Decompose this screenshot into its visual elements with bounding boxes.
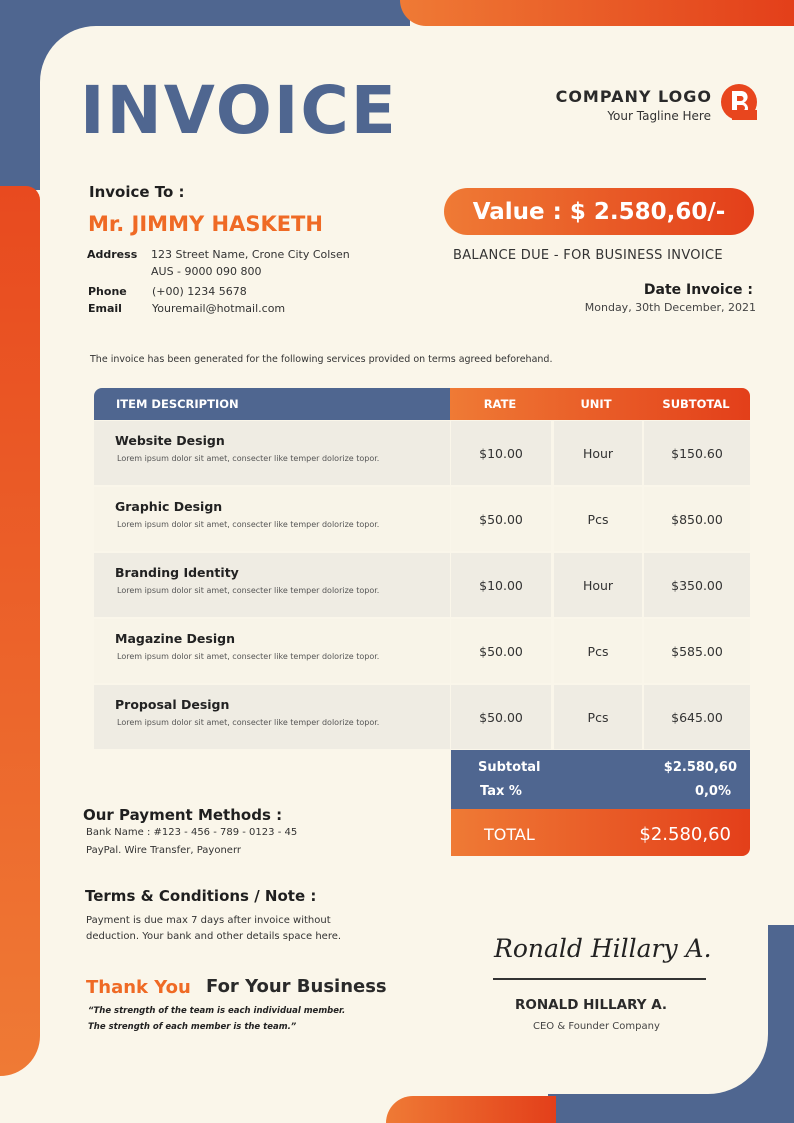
item-rate: $50.00 <box>451 685 551 749</box>
totals-box <box>451 750 750 809</box>
col-head-unit-label: UNIT <box>580 397 612 411</box>
col-head-rate <box>450 388 550 420</box>
quote-line-2: The strength of each member is the team.” <box>88 1022 297 1032</box>
date-invoice-label: Date Invoice : <box>643 282 753 298</box>
subtotal-label: Subtotal <box>478 760 541 775</box>
payment-heading: Our Payment Methods : <box>83 806 283 824</box>
item-desc: Lorem ipsum dolor sit amet, consecter like temper dolorize topor. <box>117 586 380 595</box>
terms-line-2: deduction. Your bank and other details space here. <box>86 931 342 942</box>
value-badge: Value : $ 2.580,60/- <box>444 188 754 235</box>
left-orange-bar <box>0 186 40 1076</box>
table-row <box>94 421 750 485</box>
item-subtotal: $150.60 <box>644 421 750 485</box>
thank-you-text: Thank You <box>86 977 191 998</box>
item-rate: $50.00 <box>451 487 551 551</box>
terms-heading: Terms & Conditions / Note : <box>85 887 317 905</box>
address-line-1: 123 Street Name, Crone City Colsen <box>151 248 350 261</box>
phone-label: Phone <box>88 285 127 298</box>
signature-line <box>493 978 706 980</box>
table-row <box>94 619 750 683</box>
terms-line-1: Payment is due max 7 days after invoice without <box>86 915 331 926</box>
item-rate: $10.00 <box>451 421 551 485</box>
quote-line-1: “The strength of the team is each individual member. <box>88 1006 346 1016</box>
invoice-to-heading: Invoice To : <box>89 183 185 201</box>
subtotal-value: $2.580,60 <box>663 760 737 775</box>
table-row <box>94 487 750 551</box>
col-head-subtotal-label: SUBTOTAL <box>662 397 730 411</box>
company-logo-text: COMPANY LOGO <box>555 87 712 106</box>
item-desc: Lorem ipsum dolor sit amet, consecter like temper dolorize topor. <box>117 454 380 463</box>
total-value: $2.580,60 <box>639 824 731 845</box>
col-head-rate-label: RATE <box>483 397 517 411</box>
item-rate: $50.00 <box>451 619 551 683</box>
item-description-cell <box>94 553 450 617</box>
item-name: Proposal Design <box>115 697 230 712</box>
intro-text: The invoice has been generated for the following services provided on terms agreed beforehand. <box>90 354 553 365</box>
item-rate: $10.00 <box>451 553 551 617</box>
item-desc: Lorem ipsum dolor sit amet, consecter like temper dolorize topor. <box>117 520 380 529</box>
signer-role: CEO & Founder Company <box>533 1021 660 1032</box>
item-desc: Lorem ipsum dolor sit amet, consecter like temper dolorize topor. <box>117 718 380 727</box>
item-desc: Lorem ipsum dolor sit amet, consecter like temper dolorize topor. <box>117 652 380 661</box>
signature-script: Ronald Hillary A. <box>494 934 712 963</box>
item-unit: Hour <box>554 553 642 617</box>
col-head-item <box>94 388 450 420</box>
address-line-2: AUS - 9000 090 800 <box>151 265 262 278</box>
item-name: Graphic Design <box>115 499 223 514</box>
table-row <box>94 685 750 749</box>
payment-bank: Bank Name : #123 - 456 - 789 - 0123 - 45 <box>86 827 298 838</box>
item-name: Magazine Design <box>115 631 235 646</box>
item-name: Website Design <box>115 433 225 448</box>
col-head-item-label: ITEM DESCRIPTION <box>116 397 239 411</box>
item-subtotal: $645.00 <box>644 685 750 749</box>
item-unit: Pcs <box>554 619 642 683</box>
tax-value: 0,0% <box>694 784 731 799</box>
col-head-subtotal <box>642 388 750 420</box>
email-value: Youremail@hotmail.com <box>152 302 286 315</box>
item-description-cell <box>94 487 450 551</box>
item-subtotal: $850.00 <box>644 487 750 551</box>
item-name: Branding Identity <box>115 565 239 580</box>
payment-methods: PayPal. Wire Transfer, Payonerr <box>86 845 241 856</box>
item-unit: Pcs <box>554 685 642 749</box>
signer-name: RONALD HILLARY A. <box>515 997 668 1013</box>
phone-value: (+00) 1234 5678 <box>152 285 247 298</box>
date-invoice-value: Monday, 30th December, 2021 <box>584 301 756 314</box>
company-tagline: Your Tagline Here <box>607 109 711 123</box>
top-right-orange-shape <box>400 0 794 26</box>
invoice-title: INVOICE <box>80 72 398 149</box>
tax-label: Tax % <box>480 784 522 799</box>
bottom-orange-shape <box>386 1096 556 1123</box>
item-subtotal: $350.00 <box>644 553 750 617</box>
item-unit: Hour <box>554 421 642 485</box>
item-unit: Pcs <box>554 487 642 551</box>
letter-b-logo-icon <box>721 84 757 120</box>
email-label: Email <box>88 302 122 315</box>
balance-due-text: BALANCE DUE - FOR BUSINESS INVOICE <box>453 248 723 263</box>
for-your-business-text: For Your Business <box>206 976 387 997</box>
table-row <box>94 553 750 617</box>
total-label: TOTAL <box>484 825 535 844</box>
client-name: Mr. JIMMY HASKETH <box>88 212 323 236</box>
address-label: Address <box>87 248 138 261</box>
item-description-cell <box>94 619 450 683</box>
item-subtotal: $585.00 <box>644 619 750 683</box>
item-description-cell <box>94 685 450 749</box>
col-head-unit <box>550 388 642 420</box>
item-description-cell <box>94 421 450 485</box>
